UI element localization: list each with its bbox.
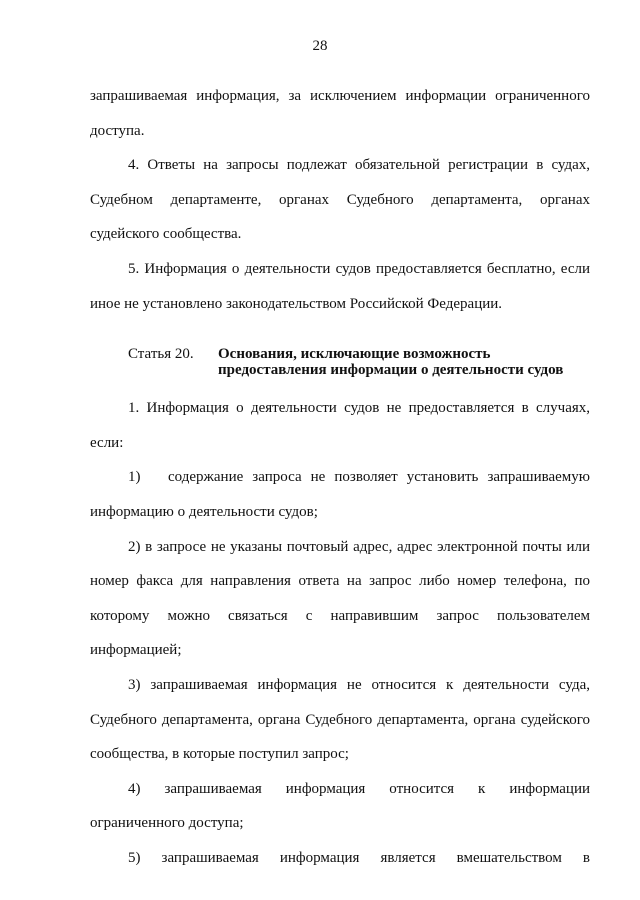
paragraph-line: сообщества, в которые поступил запрос;: [90, 746, 349, 763]
paragraph-line: иное не установлено законодательством Российской Федерации.: [90, 295, 503, 312]
paragraph-line: 5) запрашиваемая информация является вмешательством в: [128, 849, 590, 866]
list-item-number: 1): [128, 469, 141, 486]
paragraph-line: ограниченного доступа;: [90, 815, 244, 832]
article-title-line: предоставления информации о деятельности судов: [218, 362, 564, 379]
list-item-text: содержание запроса не позволяет установить запрашиваемую: [168, 469, 590, 486]
paragraph-line: номер факса для направления ответа на запрос либо номер телефона, по: [90, 573, 590, 590]
paragraph-line: если:: [90, 434, 124, 451]
paragraph-line: Судебном департаменте, органах Судебного департамента, органах: [90, 191, 590, 208]
page-number: 28: [312, 38, 328, 54]
document-body: [90, 86, 590, 882]
paragraph-line: информацией;: [90, 642, 182, 659]
article-title-line: Основания, исключающие возможность: [218, 346, 491, 363]
paragraph-line: Судебного департамента, органа Судебного департамента, органа судейского: [90, 711, 590, 728]
paragraph-line: информацию о деятельности судов;: [90, 503, 318, 520]
article-heading: [90, 346, 590, 362]
paragraph-line: 5. Информация о деятельности судов предоставляется бесплатно, если: [128, 260, 590, 277]
paragraph-line: доступа.: [90, 122, 145, 139]
paragraph-line: 2) в запросе не указаны почтовый адрес, адрес электронной почты или: [128, 538, 590, 555]
paragraph-line: 3) запрашиваемая информация не относится к деятельности суда,: [128, 676, 590, 693]
article-heading-cont: [90, 362, 590, 378]
list-item: [90, 467, 590, 502]
paragraph-line: запрашиваемая информация, за исключением информации ограниченного: [90, 88, 590, 104]
article-label: Статья 20.: [128, 346, 194, 363]
paragraph-line: 4) запрашиваемая информация относится к информации: [128, 780, 590, 797]
paragraph-line: которому можно связаться с направившим запрос пользователем: [90, 607, 590, 624]
paragraph-line: 1. Информация о деятельности судов не предоставляется в случаях,: [128, 400, 590, 417]
paragraph-line: 4. Ответы на запросы подлежат обязательной регистрации в судах,: [128, 157, 590, 174]
paragraph-line: судейского сообщества.: [90, 226, 242, 243]
